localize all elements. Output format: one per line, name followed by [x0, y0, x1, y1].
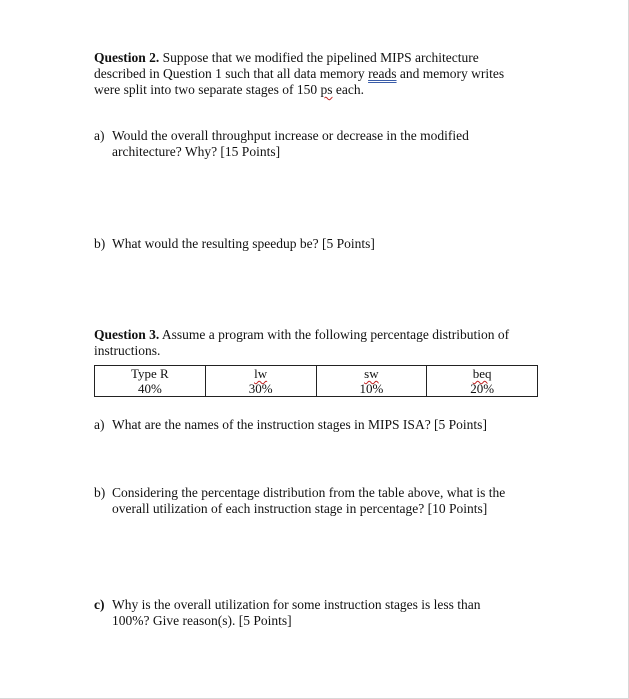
q2-part-a-label: a)	[94, 128, 105, 143]
instruction-distribution-table	[94, 365, 538, 397]
q2-part-b-line-1: What would the resulting speedup be? [5 Points]	[112, 236, 375, 251]
q2-part-b-label: b)	[94, 236, 106, 251]
q2-part-a-line-1: Would the overall throughput increase or decrease in the modified	[112, 128, 469, 143]
table-cell: 40%	[95, 381, 206, 397]
q3-intro-line-1: Question 3. Assume a program with the following percentage distribution of	[94, 327, 510, 342]
q3-part-b-line-1: Considering the percentage distribution from the table above, what is the	[112, 485, 506, 500]
question-3-intro	[94, 327, 544, 359]
q3-intro-line-2: instructions.	[94, 343, 161, 358]
question-2-intro	[94, 50, 544, 98]
q2-intro-line-3: were split into two separate stages of 150 ps each.	[94, 82, 364, 97]
q3-part-a-line-1: What are the names of the instruction stages in MIPS ISA? [5 Points]	[112, 417, 487, 432]
table-header-cell: sw	[316, 366, 427, 382]
spellcheck-word-ps: ps	[320, 82, 333, 97]
q2-intro-line-2: described in Question 1 such that all data memory reads and memory writes	[94, 66, 505, 81]
q3-part-c-line-2: 100%? Give reason(s). [5 Points]	[112, 613, 292, 628]
question-3-title: Question 3.	[94, 327, 160, 342]
q3-part-c-label: c)	[94, 597, 105, 612]
table-header-cell: beq	[427, 366, 538, 382]
q2-part-a-line-2: architecture? Why? [15 Points]	[112, 144, 281, 159]
question-2-title: Question 2.	[94, 50, 160, 65]
table-cell: 30%	[205, 381, 316, 397]
q3-part-b-label: b)	[94, 485, 106, 500]
table-header-row	[95, 366, 538, 382]
table-cell: 10%	[316, 381, 427, 397]
table-header-cell: lw	[205, 366, 316, 382]
q3-part-a-label: a)	[94, 417, 105, 432]
table-header-cell: Type R	[95, 366, 206, 382]
q3-part-b-line-2: overall utilization of each instruction stage in percentage? [10 Points]	[112, 501, 488, 516]
table-cell: 20%	[427, 381, 538, 397]
spellcheck-word-reads: reads	[368, 66, 397, 81]
q3-part-c-line-1: Why is the overall utilization for some instruction stages is less than	[112, 597, 481, 612]
table-row	[95, 381, 538, 397]
q2-intro-line-1: Question 2. Suppose that we modified the pipelined MIPS architecture	[94, 50, 479, 65]
